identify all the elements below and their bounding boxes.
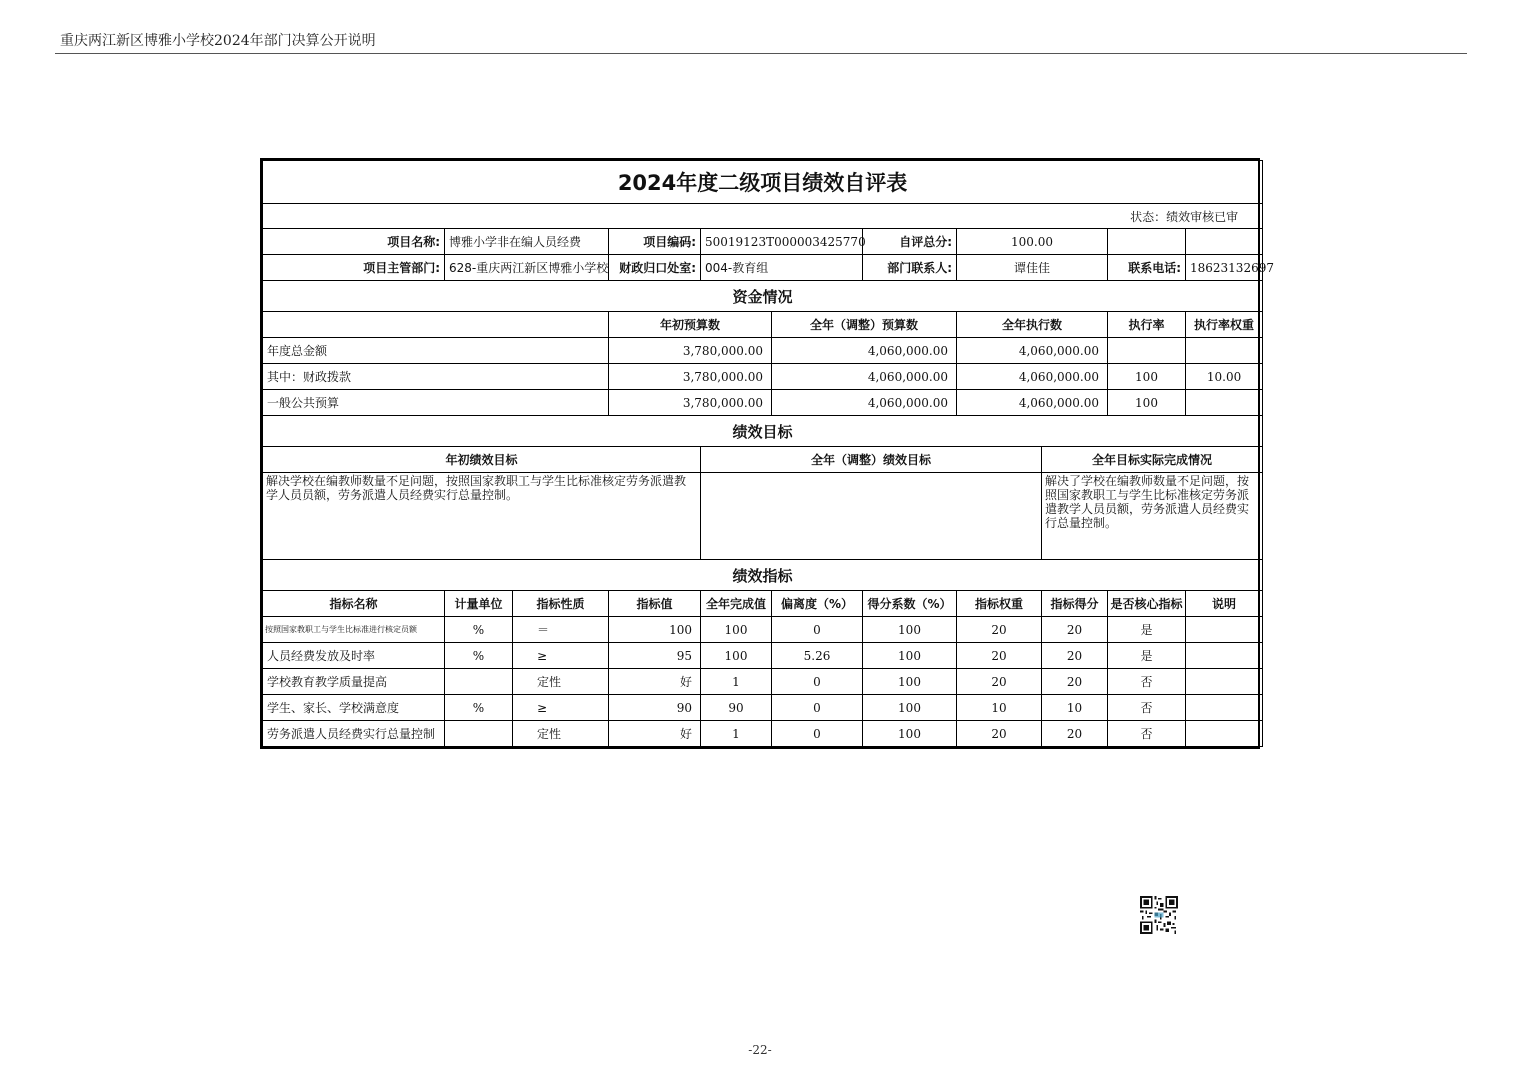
funds-initial: 3,780,000.00	[609, 390, 772, 416]
ind-core: 是	[1108, 643, 1186, 669]
ind-deviation: 0	[772, 669, 863, 695]
goals-adjusted-text	[701, 473, 1042, 560]
ind-unit	[445, 669, 513, 695]
ind-name: 学校教育教学质量提高	[263, 669, 445, 695]
office-label: 财政归口处室:	[609, 255, 701, 281]
info-row-2	[263, 255, 1263, 281]
ind-unit	[445, 721, 513, 747]
page-number: -22-	[748, 1043, 772, 1057]
ind-weight: 20	[957, 617, 1042, 643]
funds-row-name: 其中：财政拨款	[263, 364, 609, 390]
indicator-row	[263, 617, 1263, 643]
funds-header-executed: 全年执行数	[957, 312, 1108, 338]
ind-nature: 定性	[513, 669, 609, 695]
contact-value: 谭佳佳	[957, 255, 1108, 281]
ind-actual: 100	[701, 643, 772, 669]
funds-adjusted: 4,060,000.00	[772, 390, 957, 416]
funds-row-name: 年度总金额	[263, 338, 609, 364]
ind-weight: 10	[957, 695, 1042, 721]
ind-header-weight: 指标权重	[957, 591, 1042, 617]
ind-deviation: 0	[772, 695, 863, 721]
empty-cell	[263, 312, 609, 338]
empty-cell	[1186, 229, 1263, 255]
project-name-value: 博雅小学非在编人员经费	[445, 229, 609, 255]
funds-executed: 4,060,000.00	[957, 338, 1108, 364]
funds-header-rate: 执行率	[1108, 312, 1186, 338]
indicator-row	[263, 669, 1263, 695]
ind-note	[1186, 695, 1263, 721]
ind-score: 20	[1042, 643, 1108, 669]
funds-initial: 3,780,000.00	[609, 364, 772, 390]
funds-weight: 10.00	[1186, 364, 1263, 390]
ind-nature: 定性	[513, 721, 609, 747]
contact-label: 部门联系人:	[863, 255, 957, 281]
phone-label: 联系电话:	[1108, 255, 1186, 281]
funds-executed: 4,060,000.00	[957, 390, 1108, 416]
status-text: 状态：绩效审核已审	[263, 204, 1263, 229]
funds-adjusted: 4,060,000.00	[772, 364, 957, 390]
ind-actual: 90	[701, 695, 772, 721]
ind-actual: 100	[701, 617, 772, 643]
goals-header-row	[263, 447, 1263, 473]
goals-actual-text: 解决了学校在编教师数量不足问题，按照国家教职工与学生比标准核定劳务派遣教学人员员额，劳务派遣人员经费实行总量控制。	[1042, 473, 1263, 560]
funds-adjusted: 4,060,000.00	[772, 338, 957, 364]
funds-weight	[1186, 338, 1263, 364]
ind-header-score: 指标得分	[1042, 591, 1108, 617]
goals-initial-text: 解决学校在编教师数量不足问题，按照国家教职工与学生比标准核定劳务派遣教学人员员额，劳务派遣人员经费实行总量控制。	[263, 473, 701, 560]
funds-rate: 100	[1108, 364, 1186, 390]
indicator-row	[263, 695, 1263, 721]
ind-name: 按照国家教职工与学生比标准进行核定员额	[263, 617, 445, 643]
goals-section-title: 绩效目标	[263, 416, 1263, 447]
ind-coef: 100	[863, 695, 957, 721]
ind-actual: 1	[701, 721, 772, 747]
indicator-row	[263, 721, 1263, 747]
ind-core: 否	[1108, 695, 1186, 721]
ind-deviation: 5.26	[772, 643, 863, 669]
ind-header-target: 指标值	[609, 591, 701, 617]
funds-executed: 4,060,000.00	[957, 364, 1108, 390]
ind-score: 20	[1042, 617, 1108, 643]
ind-name: 人员经费发放及时率	[263, 643, 445, 669]
ind-nature: ≥	[513, 643, 609, 669]
ind-core: 否	[1108, 669, 1186, 695]
performance-evaluation-form	[260, 158, 1274, 749]
ind-coef: 100	[863, 617, 957, 643]
document-header: 重庆两江新区博雅小学校2024年部门决算公开说明	[60, 33, 376, 49]
project-name-label: 项目名称:	[263, 229, 445, 255]
header-divider	[55, 53, 1467, 54]
ind-deviation: 0	[772, 617, 863, 643]
ind-target: 95	[609, 643, 701, 669]
funds-row	[263, 338, 1263, 364]
ind-score: 10	[1042, 695, 1108, 721]
ind-header-name: 指标名称	[263, 591, 445, 617]
ind-score: 20	[1042, 721, 1108, 747]
qr-code-icon	[1140, 896, 1178, 934]
ind-target: 好	[609, 721, 701, 747]
funds-rate	[1108, 338, 1186, 364]
ind-unit: %	[445, 643, 513, 669]
ind-deviation: 0	[772, 721, 863, 747]
dept-value: 628-重庆两江新区博雅小学校	[445, 255, 609, 281]
ind-score: 20	[1042, 669, 1108, 695]
funds-rate: 100	[1108, 390, 1186, 416]
ind-name: 劳务派遣人员经费实行总量控制	[263, 721, 445, 747]
score-value: 100.00	[957, 229, 1108, 255]
info-row-1	[263, 229, 1263, 255]
ind-note	[1186, 643, 1263, 669]
goals-text-row	[263, 473, 1263, 560]
goals-header-adjusted: 全年（调整）绩效目标	[701, 447, 1042, 473]
indicators-header-row	[263, 591, 1263, 617]
ind-unit: %	[445, 695, 513, 721]
funds-row	[263, 364, 1263, 390]
office-value: 004-教育组	[701, 255, 863, 281]
form-title: 2024年度二级项目绩效自评表	[263, 161, 1263, 204]
project-code-label: 项目编码:	[609, 229, 701, 255]
funds-weight	[1186, 390, 1263, 416]
funds-row-name: 一般公共预算	[263, 390, 609, 416]
ind-weight: 20	[957, 643, 1042, 669]
ind-actual: 1	[701, 669, 772, 695]
phone-value: 18623132697	[1186, 255, 1263, 281]
ind-header-note: 说明	[1186, 591, 1263, 617]
ind-header-coef: 得分系数（%）	[863, 591, 957, 617]
dept-label: 项目主管部门:	[263, 255, 445, 281]
funds-header-adjusted: 全年（调整）预算数	[772, 312, 957, 338]
funds-row	[263, 390, 1263, 416]
ind-weight: 20	[957, 721, 1042, 747]
ind-nature: ≥	[513, 695, 609, 721]
ind-target: 100	[609, 617, 701, 643]
funds-initial: 3,780,000.00	[609, 338, 772, 364]
ind-header-actual: 全年完成值	[701, 591, 772, 617]
ind-coef: 100	[863, 721, 957, 747]
ind-name: 学生、家长、学校满意度	[263, 695, 445, 721]
ind-coef: 100	[863, 669, 957, 695]
ind-header-nature: 指标性质	[513, 591, 609, 617]
ind-note	[1186, 617, 1263, 643]
ind-weight: 20	[957, 669, 1042, 695]
project-code-value: 50019123T000003425770	[701, 229, 863, 255]
funds-header-initial: 年初预算数	[609, 312, 772, 338]
ind-note	[1186, 669, 1263, 695]
ind-core: 是	[1108, 617, 1186, 643]
ind-header-core: 是否核心指标	[1108, 591, 1186, 617]
funds-section-title: 资金情况	[263, 281, 1263, 312]
ind-target: 90	[609, 695, 701, 721]
ind-header-unit: 计量单位	[445, 591, 513, 617]
ind-header-deviation: 偏离度（%）	[772, 591, 863, 617]
goals-header-actual: 全年目标实际完成情况	[1042, 447, 1263, 473]
indicators-section-title: 绩效指标	[263, 560, 1263, 591]
goals-header-initial: 年初绩效目标	[263, 447, 701, 473]
funds-header-row	[263, 312, 1263, 338]
ind-note	[1186, 721, 1263, 747]
score-label: 自评总分:	[863, 229, 957, 255]
empty-cell	[1108, 229, 1186, 255]
funds-header-weight: 执行率权重	[1186, 312, 1263, 338]
ind-unit: %	[445, 617, 513, 643]
ind-coef: 100	[863, 643, 957, 669]
ind-nature: ＝	[513, 617, 609, 643]
ind-core: 否	[1108, 721, 1186, 747]
ind-target: 好	[609, 669, 701, 695]
indicator-row	[263, 643, 1263, 669]
